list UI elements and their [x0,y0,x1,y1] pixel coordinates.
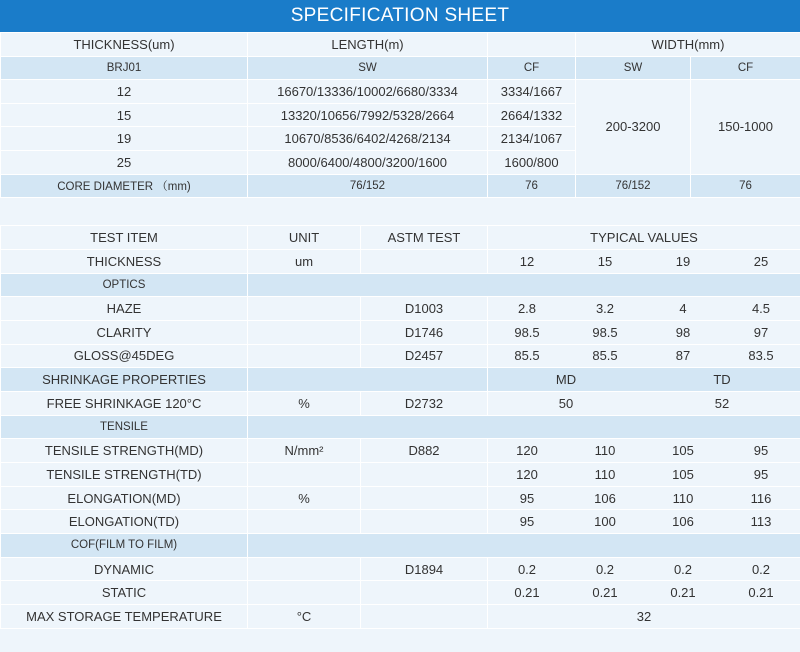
shrinkage-section: SHRINKAGE PROPERTIES [1,368,248,392]
typical-values-header: TYPICAL VALUES [488,226,800,250]
table-row [1,33,800,57]
core-diameter-label: CORE DIAMETER （mm) [1,174,248,198]
table-row: GLOSS@45DEG D2457 85.5 85.5 87 83.5 [1,344,800,368]
length-header: LENGTH(m) [248,33,488,57]
table-row: 19 10670/8536/6402/4268/2134 2134/1067 [1,127,800,151]
table-row: ELONGATION(MD) % 95 106 110 116 [1,486,800,510]
width-header: WIDTH(mm) [576,33,800,57]
table-row: FREE SHRINKAGE 120°C % D2732 50 52 [1,391,800,415]
table-row: DYNAMIC D1894 0.2 0.2 0.2 0.2 [1,557,800,581]
table-row: MAX STORAGE TEMPERATURE °C 32 [1,605,800,629]
length-cf-header: CF [488,56,576,80]
test-item-header: TEST ITEM [1,226,248,250]
table-row: 12 16670/13336/10002/6680/3334 3334/1667 200-3200 150-1000 [1,80,800,104]
table-row [1,226,800,250]
table-row: CLARITY D1746 98.5 98.5 98 97 [1,320,800,344]
table-row: TENSILE STRENGTH(MD) N/mm² D882 120 110 105 95 [1,439,800,463]
table-row [1,273,800,297]
length-width-table [0,32,800,198]
page-title: SPECIFICATION SHEET [0,0,800,32]
tensile-section: TENSILE [1,415,248,439]
properties-table [0,225,800,629]
thickness-header: THICKNESS(um) [1,33,248,57]
optics-section: OPTICS [1,273,248,297]
table-row: 25 8000/6400/4800/3200/1600 1600/800 [1,150,800,174]
product-code: BRJ01 [1,56,248,80]
table-row: TENSILE STRENGTH(TD) 120 110 105 95 [1,463,800,487]
table-row: HAZE D1003 2.8 3.2 4 4.5 [1,297,800,321]
table-row [1,534,800,558]
width-cf-header: CF [691,56,800,80]
width-cf-value: 150-1000 [691,80,800,174]
cof-section: COF(FILM TO FILM) [1,534,248,558]
table-row: 15 13320/10656/7992/5328/2664 2664/1332 [1,103,800,127]
table-row: SHRINKAGE PROPERTIES MD TD [1,368,800,392]
section-gap [0,198,800,225]
width-sw-value: 200-3200 [576,80,691,174]
length-sw-header: SW [248,56,488,80]
astm-header: ASTM TEST [361,226,488,250]
table-row [1,415,800,439]
table-row: STATIC 0.21 0.21 0.21 0.21 [1,581,800,605]
width-sw-header: SW [576,56,691,80]
table-row [1,56,800,80]
table-row: CORE DIAMETER （mm) 76/152 76 76/152 76 [1,174,800,198]
table-row: THICKNESS um 12 15 19 25 [1,249,800,273]
table-row: ELONGATION(TD) 95 100 106 113 [1,510,800,534]
unit-header: UNIT [248,226,361,250]
